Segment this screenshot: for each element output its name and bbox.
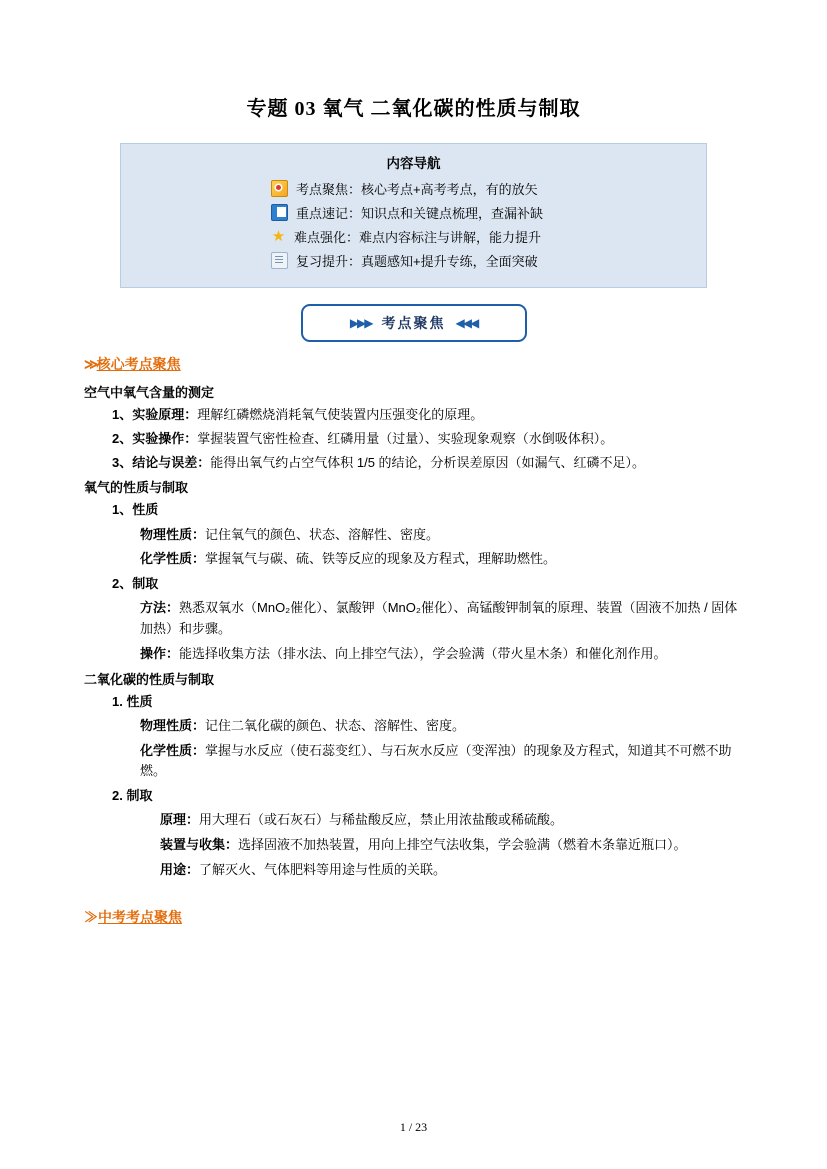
sub-label: 1. 性质 [112, 693, 153, 709]
topic-2-sub-1-label [112, 500, 743, 520]
item-label: 2、实验操作： [112, 431, 198, 447]
nav-item-3 [121, 251, 706, 270]
nav-item-label: 难点强化：难点内容标注与讲解，能力提升 [294, 230, 542, 245]
topic-3-sub-2-line-0 [160, 810, 743, 831]
nav-item-1 [121, 203, 706, 222]
line-label: 化学性质： [140, 742, 206, 758]
nav-item-label: 复习提升：真题感知+提升专练，全面突破 [296, 254, 538, 269]
nav-item-0 [121, 179, 706, 198]
star-icon: ★ [271, 228, 286, 245]
item-label: 1、实验原理： [112, 407, 198, 422]
kaodian-focus-banner [301, 304, 527, 342]
line-label: 操作： [140, 645, 180, 661]
topic-1-item-2 [112, 453, 743, 473]
item-text: 理解红磷燃烧消耗氧气使装置内压强变化的原理。 [197, 407, 484, 422]
target-icon [271, 180, 288, 197]
line-text: 熟悉双氧水（MnO₂催化）、氯酸钾（MnO₂催化）、高锰酸钾制氧的原理、装置（固液不加热 / 固体加热）和步骤。 [140, 600, 738, 637]
chevron-right-icon: ≫ [84, 908, 98, 925]
topic-2-sub-1-line-1 [140, 549, 743, 570]
line-label: 装置与收集： [160, 837, 239, 853]
page-number: 1 / 23 [399, 1120, 428, 1134]
line-text: 记住氧气的颜色、状态、溶解性、密度。 [205, 526, 440, 542]
nav-box-title: 内容导航 [386, 156, 441, 171]
chevron-right-icon: ≫ [84, 356, 97, 372]
sub-label: 1、性质 [112, 502, 159, 518]
topic-1-item-0 [112, 405, 743, 425]
section-head-core [84, 354, 743, 374]
doc-icon [271, 252, 288, 269]
line-label: 方法： [140, 600, 180, 616]
line-label: 化学性质： [140, 551, 206, 567]
nav-item-2 [121, 227, 706, 246]
content-navigation-box [120, 143, 707, 288]
topic-3-sub-2-label [112, 786, 743, 806]
topic-3-sub-2-line-1 [160, 835, 743, 856]
line-label: 物理性质： [140, 717, 206, 733]
line-label: 原理： [160, 812, 200, 828]
sub-label: 2. 制取 [112, 788, 153, 804]
item-text: 能得出氧气约占空气体积 1/5 的结论，分析误差原因（如漏气、红磷不足）。 [210, 455, 646, 471]
line-text: 掌握与水反应（使石蕊变红）、与石灰水反应（变浑浊）的现象及方程式，知道其不可燃不助燃。 [140, 742, 732, 779]
line-text: 了解灭火、气体肥料等用途与性质的关联。 [199, 861, 447, 877]
arrows-left-icon: ◀◀◀ [455, 315, 478, 330]
topic-3-sub-1-line-0 [140, 716, 743, 737]
nav-item-label: 考点聚焦：核心考点+高考考点，有的放矢 [296, 182, 538, 197]
line-text: 选择固液不加热装置，用向上排空气法收集，学会验满（燃着木条靠近瓶口）。 [238, 837, 687, 853]
item-label: 3、结论与误差： [112, 455, 211, 471]
line-label: 用途： [160, 861, 200, 877]
line-text: 掌握氧气与碳、硫、铁等反应的现象及方程式，理解助燃性。 [205, 551, 557, 567]
page-title: 专题 03 氧气 二氧化碳的性质与制取 [246, 98, 581, 120]
topic-2-sub-2-line-1 [140, 644, 739, 665]
book-icon [271, 204, 288, 221]
topic-2-sub-1-line-0 [140, 525, 743, 546]
section-head-exam [84, 907, 743, 927]
section-head-exam-label: 中考考点聚焦 [98, 908, 182, 925]
topic-2-sub-2-label [112, 574, 743, 594]
banner-wrapper [84, 304, 743, 342]
line-text: 记住二氧化碳的颜色、状态、溶解性、密度。 [205, 717, 466, 733]
banner-label: 考点聚焦 [381, 315, 446, 331]
topic-1-item-1 [112, 429, 743, 449]
topic-3-title: 二氧化碳的性质与制取 [84, 671, 215, 687]
topic-3-sub-2-line-2 [160, 860, 743, 881]
topic-2-sub-2-line-0 [140, 598, 739, 640]
item-text: 掌握装置气密性检查、红磷用量（过量）、实验现象观察（水倒吸体积）。 [197, 431, 614, 447]
line-label: 物理性质： [140, 526, 206, 542]
topic-3-sub-1-label [112, 692, 743, 712]
sub-label: 2、制取 [112, 576, 159, 592]
line-text: 用大理石（或石灰石）与稀盐酸反应，禁止用浓盐酸或稀硫酸。 [199, 812, 564, 828]
line-text: 能选择收集方法（排水法、向上排空气法），学会验满（带火星木条）和催化剂作用。 [179, 645, 667, 661]
topic-1-title: 空气中氧气含量的测定 [84, 385, 215, 400]
topic-3-sub-1-line-1 [140, 741, 739, 783]
nav-item-label: 重点速记：知识点和关键点梳理，查漏补缺 [296, 206, 544, 221]
section-head-core-label: 核心考点聚焦 [96, 356, 181, 372]
arrows-right-icon: ▶▶▶ [349, 315, 372, 330]
topic-2-title: 氧气的性质与制取 [84, 480, 189, 496]
